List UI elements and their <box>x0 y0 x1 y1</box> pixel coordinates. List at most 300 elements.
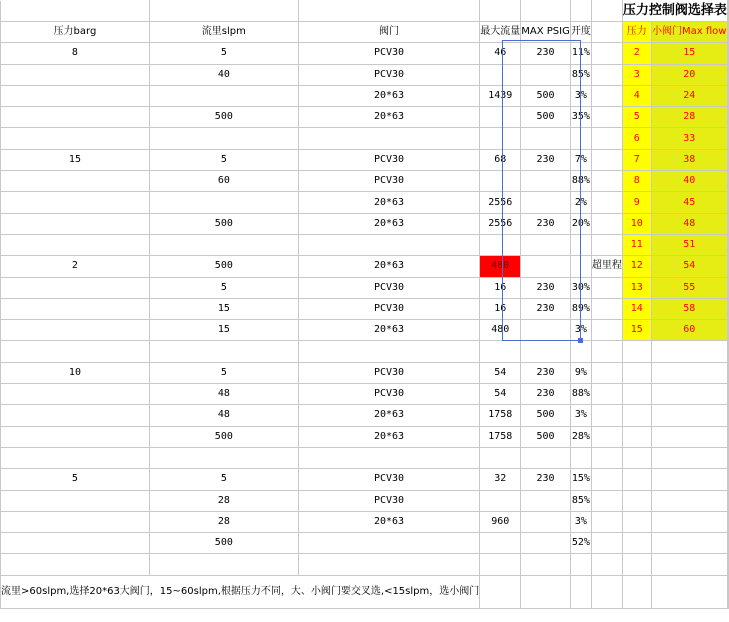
data-cell[interactable]: 20*63 <box>298 256 479 277</box>
cell[interactable] <box>727 384 728 405</box>
cell[interactable] <box>591 277 622 298</box>
data-cell[interactable]: 230 <box>521 362 571 383</box>
data-cell[interactable]: PCV30 <box>298 298 479 319</box>
data-cell[interactable] <box>480 554 521 575</box>
cell[interactable] <box>521 575 571 608</box>
data-cell[interactable] <box>521 234 571 255</box>
cell[interactable] <box>651 341 727 362</box>
cell[interactable] <box>622 447 651 468</box>
side-pressure-cell[interactable]: 3 <box>622 64 651 85</box>
side-maxflow-cell[interactable]: 45 <box>651 192 727 213</box>
cell[interactable] <box>727 128 728 149</box>
column-header[interactable]: 压力barg <box>1 22 150 43</box>
data-cell[interactable]: PCV30 <box>298 277 479 298</box>
sheet-title[interactable]: 压力控制阀选择表 <box>622 1 727 22</box>
data-cell[interactable]: 48 <box>149 384 298 405</box>
data-cell[interactable] <box>570 447 591 468</box>
data-cell[interactable] <box>1 192 150 213</box>
data-cell[interactable]: 230 <box>521 384 571 405</box>
data-cell[interactable]: 68 <box>480 149 521 170</box>
data-cell[interactable] <box>1 85 150 106</box>
data-cell[interactable]: 2556 <box>480 213 521 234</box>
side-maxflow-cell[interactable]: 38 <box>651 149 727 170</box>
data-cell[interactable]: 15 <box>149 320 298 341</box>
table-row <box>1 533 729 554</box>
data-cell[interactable]: 20*63 <box>298 107 479 128</box>
data-cell[interactable] <box>521 490 571 511</box>
data-cell[interactable] <box>1 234 150 255</box>
data-cell[interactable] <box>570 554 591 575</box>
data-cell[interactable] <box>298 128 479 149</box>
data-cell[interactable]: 54 <box>480 362 521 383</box>
data-cell[interactable]: 89% <box>570 298 591 319</box>
data-cell[interactable] <box>149 85 298 106</box>
data-cell[interactable]: 15% <box>570 469 591 490</box>
data-cell[interactable] <box>480 234 521 255</box>
cell[interactable] <box>591 22 622 43</box>
side-maxflow-cell[interactable]: 15 <box>651 43 727 64</box>
data-cell[interactable]: 1758 <box>480 405 521 426</box>
data-cell[interactable]: 230 <box>521 277 571 298</box>
cell[interactable] <box>727 320 728 341</box>
data-cell[interactable]: 15 <box>1 149 150 170</box>
cell[interactable] <box>591 128 622 149</box>
cell[interactable] <box>651 533 727 554</box>
data-cell[interactable]: 35% <box>570 107 591 128</box>
data-cell[interactable]: 20*63 <box>298 405 479 426</box>
side-pressure-cell[interactable]: 2 <box>622 43 651 64</box>
data-cell[interactable] <box>298 447 479 468</box>
side-column-header[interactable]: 小阀门Max flow <box>651 22 727 43</box>
cell[interactable] <box>591 43 622 64</box>
cell[interactable] <box>727 85 728 106</box>
cell[interactable] <box>591 341 622 362</box>
data-cell[interactable]: 230 <box>521 298 571 319</box>
side-pressure-cell[interactable]: 5 <box>622 107 651 128</box>
data-cell[interactable] <box>570 128 591 149</box>
cell[interactable] <box>727 405 728 426</box>
data-cell[interactable] <box>298 341 479 362</box>
cell[interactable] <box>727 298 728 319</box>
column-header[interactable]: 阀门 <box>298 22 479 43</box>
cell[interactable] <box>651 490 727 511</box>
cell[interactable] <box>480 575 521 608</box>
title-row <box>1 1 729 22</box>
data-cell[interactable] <box>480 341 521 362</box>
data-cell[interactable] <box>480 107 521 128</box>
cell[interactable] <box>591 469 622 490</box>
column-header[interactable]: 最大流量 <box>480 22 521 43</box>
data-cell[interactable] <box>1 511 150 532</box>
side-maxflow-cell[interactable]: 55 <box>651 277 727 298</box>
data-cell[interactable]: PCV30 <box>298 64 479 85</box>
cell[interactable] <box>622 469 651 490</box>
data-cell[interactable]: 20*63 <box>298 426 479 447</box>
data-cell[interactable]: 40 <box>149 64 298 85</box>
cell[interactable] <box>622 362 651 383</box>
data-cell[interactable] <box>521 533 571 554</box>
table-row <box>1 511 729 532</box>
table-row <box>1 64 729 85</box>
data-cell[interactable]: 5 <box>149 43 298 64</box>
data-cell[interactable] <box>1 533 150 554</box>
cell[interactable] <box>727 192 728 213</box>
cell[interactable] <box>570 575 591 608</box>
data-cell[interactable]: 480 <box>480 256 521 277</box>
data-cell[interactable] <box>1 64 150 85</box>
data-cell[interactable]: 5 <box>149 277 298 298</box>
data-cell[interactable]: 85% <box>570 490 591 511</box>
data-cell[interactable] <box>521 171 571 192</box>
data-cell[interactable]: 3% <box>570 405 591 426</box>
table-row <box>1 171 729 192</box>
table-row <box>1 43 729 64</box>
side-pressure-cell[interactable]: 8 <box>622 171 651 192</box>
side-maxflow-cell[interactable]: 54 <box>651 256 727 277</box>
data-cell[interactable]: 500 <box>521 405 571 426</box>
data-cell[interactable]: 960 <box>480 511 521 532</box>
cell[interactable] <box>591 192 622 213</box>
cell[interactable] <box>651 384 727 405</box>
data-cell[interactable] <box>149 447 298 468</box>
data-cell[interactable]: 3% <box>570 85 591 106</box>
data-cell[interactable]: 2 <box>1 256 150 277</box>
cell[interactable] <box>727 213 728 234</box>
cell[interactable] <box>591 320 622 341</box>
data-cell[interactable] <box>521 341 571 362</box>
data-cell[interactable]: 52% <box>570 533 591 554</box>
cell[interactable] <box>727 107 728 128</box>
data-cell[interactable] <box>570 234 591 255</box>
side-pressure-cell[interactable]: 10 <box>622 213 651 234</box>
cell[interactable] <box>1 1 150 22</box>
cell[interactable] <box>727 1 728 22</box>
data-cell[interactable]: PCV30 <box>298 171 479 192</box>
side-maxflow-cell[interactable]: 40 <box>651 171 727 192</box>
data-cell[interactable]: 500 <box>149 426 298 447</box>
side-maxflow-cell[interactable]: 28 <box>651 107 727 128</box>
data-cell[interactable]: 46 <box>480 43 521 64</box>
cell[interactable] <box>727 277 728 298</box>
data-cell[interactable] <box>521 554 571 575</box>
data-cell[interactable]: 5 <box>149 469 298 490</box>
data-cell[interactable]: PCV30 <box>298 149 479 170</box>
data-cell[interactable]: 88% <box>570 171 591 192</box>
table-row <box>1 128 729 149</box>
data-cell[interactable]: 20*63 <box>298 192 479 213</box>
table-row <box>1 405 729 426</box>
side-column-header[interactable]: 压力 <box>622 22 651 43</box>
data-cell[interactable]: 48 <box>149 405 298 426</box>
data-cell[interactable] <box>480 490 521 511</box>
cell[interactable] <box>591 575 622 608</box>
table-row <box>1 213 729 234</box>
cell[interactable] <box>591 213 622 234</box>
data-cell[interactable] <box>1 128 150 149</box>
side-maxflow-cell[interactable]: 58 <box>651 298 727 319</box>
cell[interactable] <box>622 341 651 362</box>
side-pressure-cell[interactable]: 14 <box>622 298 651 319</box>
data-cell[interactable]: 32 <box>480 469 521 490</box>
cell[interactable] <box>727 575 728 608</box>
cell[interactable] <box>521 1 571 22</box>
data-cell[interactable]: PCV30 <box>298 362 479 383</box>
table-row <box>1 107 729 128</box>
data-cell[interactable]: 28 <box>149 511 298 532</box>
data-cell[interactable]: PCV30 <box>298 43 479 64</box>
cell[interactable] <box>591 234 622 255</box>
cell[interactable] <box>727 22 728 43</box>
data-cell[interactable]: 60 <box>149 171 298 192</box>
cell[interactable] <box>651 511 727 532</box>
data-cell[interactable] <box>1 447 150 468</box>
data-cell[interactable]: 85% <box>570 64 591 85</box>
data-cell[interactable] <box>298 554 479 575</box>
data-cell[interactable] <box>480 533 521 554</box>
cell[interactable] <box>727 469 728 490</box>
cell[interactable] <box>727 341 728 362</box>
data-cell[interactable] <box>298 234 479 255</box>
data-cell[interactable] <box>1 490 150 511</box>
data-cell[interactable]: 10 <box>1 362 150 383</box>
table-row <box>1 341 729 362</box>
column-header[interactable]: MAX PSIG <box>521 22 571 43</box>
cell[interactable] <box>727 171 728 192</box>
cell[interactable] <box>727 149 728 170</box>
data-cell[interactable] <box>1 171 150 192</box>
data-cell[interactable] <box>1 426 150 447</box>
data-cell[interactable] <box>521 320 571 341</box>
cell[interactable] <box>591 426 622 447</box>
side-pressure-cell[interactable]: 7 <box>622 149 651 170</box>
data-cell[interactable]: PCV30 <box>298 384 479 405</box>
cell[interactable] <box>622 490 651 511</box>
data-cell[interactable]: 88% <box>570 384 591 405</box>
cell[interactable] <box>727 426 728 447</box>
cell[interactable] <box>651 447 727 468</box>
side-maxflow-cell[interactable]: 20 <box>651 64 727 85</box>
cell[interactable] <box>651 469 727 490</box>
data-cell[interactable]: 1439 <box>480 85 521 106</box>
side-pressure-cell[interactable]: 12 <box>622 256 651 277</box>
cell[interactable] <box>622 533 651 554</box>
cell[interactable] <box>651 405 727 426</box>
side-maxflow-cell[interactable]: 60 <box>651 320 727 341</box>
data-cell[interactable]: 20*63 <box>298 213 479 234</box>
cell[interactable] <box>622 405 651 426</box>
side-pressure-cell[interactable]: 11 <box>622 234 651 255</box>
data-cell[interactable]: 3% <box>570 320 591 341</box>
cell[interactable] <box>591 511 622 532</box>
cell[interactable] <box>591 533 622 554</box>
table-row <box>1 554 729 575</box>
cell[interactable] <box>591 149 622 170</box>
side-maxflow-cell[interactable]: 51 <box>651 234 727 255</box>
data-cell[interactable] <box>1 341 150 362</box>
data-cell[interactable]: 7% <box>570 149 591 170</box>
data-cell[interactable]: 5 <box>149 362 298 383</box>
data-cell[interactable]: PCV30 <box>298 490 479 511</box>
data-cell[interactable]: 20*63 <box>298 85 479 106</box>
side-pressure-cell[interactable]: 9 <box>622 192 651 213</box>
data-cell[interactable]: 5 <box>149 149 298 170</box>
cell[interactable] <box>591 405 622 426</box>
data-cell[interactable]: 500 <box>521 85 571 106</box>
data-cell[interactable]: 2% <box>570 192 591 213</box>
side-pressure-cell[interactable]: 13 <box>622 277 651 298</box>
cell[interactable] <box>591 490 622 511</box>
data-cell[interactable] <box>1 320 150 341</box>
data-cell[interactable]: 500 <box>149 213 298 234</box>
side-maxflow-cell[interactable]: 33 <box>651 128 727 149</box>
data-cell[interactable]: 9% <box>570 362 591 383</box>
cell[interactable] <box>622 426 651 447</box>
data-cell[interactable]: 230 <box>521 469 571 490</box>
data-cell[interactable]: 480 <box>480 320 521 341</box>
cell[interactable] <box>651 554 727 575</box>
cell[interactable] <box>727 533 728 554</box>
side-maxflow-cell[interactable]: 48 <box>651 213 727 234</box>
data-cell[interactable]: 54 <box>480 384 521 405</box>
cell[interactable] <box>727 447 728 468</box>
data-cell[interactable] <box>1 405 150 426</box>
data-cell[interactable] <box>149 128 298 149</box>
table-row <box>1 426 729 447</box>
data-cell[interactable]: PCV30 <box>298 469 479 490</box>
cell[interactable] <box>622 554 651 575</box>
cell[interactable] <box>591 384 622 405</box>
data-cell[interactable]: 500 <box>149 107 298 128</box>
cell[interactable] <box>591 107 622 128</box>
data-cell[interactable]: 500 <box>149 256 298 277</box>
data-cell[interactable]: 16 <box>480 298 521 319</box>
data-cell[interactable]: 28 <box>149 490 298 511</box>
cell[interactable] <box>651 426 727 447</box>
table-row <box>1 298 729 319</box>
cell[interactable] <box>591 85 622 106</box>
table-row <box>1 469 729 490</box>
side-pressure-cell[interactable]: 15 <box>622 320 651 341</box>
table-row <box>1 320 729 341</box>
table-row <box>1 234 729 255</box>
cell[interactable] <box>622 384 651 405</box>
data-cell[interactable]: 5 <box>1 469 150 490</box>
cell[interactable] <box>591 64 622 85</box>
table-row <box>1 192 729 213</box>
data-cell[interactable] <box>521 447 571 468</box>
cell[interactable] <box>727 490 728 511</box>
data-cell[interactable] <box>570 341 591 362</box>
data-cell[interactable] <box>521 64 571 85</box>
table-row <box>1 362 729 383</box>
cell[interactable] <box>727 362 728 383</box>
cell[interactable] <box>591 298 622 319</box>
cell[interactable] <box>591 447 622 468</box>
cell[interactable] <box>727 43 728 64</box>
data-cell[interactable]: 16 <box>480 277 521 298</box>
side-maxflow-cell[interactable]: 24 <box>651 85 727 106</box>
data-cell[interactable]: 11% <box>570 43 591 64</box>
data-cell[interactable]: 8 <box>1 43 150 64</box>
data-cell[interactable] <box>149 341 298 362</box>
data-cell[interactable] <box>521 256 571 277</box>
cell[interactable] <box>591 1 622 22</box>
data-cell[interactable] <box>480 171 521 192</box>
data-cell[interactable]: 28% <box>570 426 591 447</box>
data-cell[interactable]: 2556 <box>480 192 521 213</box>
overrange-label[interactable]: 超里程 <box>591 256 622 277</box>
cell[interactable] <box>298 1 479 22</box>
fill-handle[interactable] <box>578 338 583 343</box>
side-pressure-cell[interactable]: 4 <box>622 85 651 106</box>
cell[interactable] <box>591 171 622 192</box>
cell[interactable] <box>480 1 521 22</box>
data-cell[interactable] <box>521 128 571 149</box>
data-cell[interactable] <box>570 256 591 277</box>
data-cell[interactable] <box>521 511 571 532</box>
data-cell[interactable]: 500 <box>149 533 298 554</box>
cell[interactable] <box>622 511 651 532</box>
data-cell[interactable] <box>1 298 150 319</box>
cell[interactable] <box>727 256 728 277</box>
data-cell[interactable] <box>149 554 298 575</box>
side-pressure-cell[interactable]: 6 <box>622 128 651 149</box>
data-cell[interactable] <box>298 533 479 554</box>
cell[interactable] <box>651 575 727 608</box>
data-cell[interactable]: 20*63 <box>298 320 479 341</box>
cell[interactable] <box>591 362 622 383</box>
data-cell[interactable] <box>521 192 571 213</box>
data-cell[interactable] <box>149 192 298 213</box>
data-cell[interactable] <box>480 447 521 468</box>
data-cell[interactable] <box>1 213 150 234</box>
cell[interactable] <box>149 1 298 22</box>
cell[interactable] <box>622 575 651 608</box>
data-cell[interactable]: 230 <box>521 213 571 234</box>
note-text[interactable]: 流里>60slpm,选择20*63大阀门，15~60slpm,根据压力不同，大、小阀门要交叉选,<15slpm，选小阀门 <box>1 575 480 608</box>
data-cell[interactable]: 3% <box>570 511 591 532</box>
data-cell[interactable] <box>480 128 521 149</box>
data-cell[interactable]: 30% <box>570 277 591 298</box>
data-cell[interactable]: 1758 <box>480 426 521 447</box>
table-row <box>1 384 729 405</box>
cell[interactable] <box>570 1 591 22</box>
cell[interactable] <box>727 511 728 532</box>
data-cell[interactable]: 230 <box>521 43 571 64</box>
cell[interactable] <box>727 64 728 85</box>
data-cell[interactable]: 500 <box>521 107 571 128</box>
cell[interactable] <box>727 234 728 255</box>
data-cell[interactable]: 20% <box>570 213 591 234</box>
table-row <box>1 149 729 170</box>
data-cell[interactable] <box>1 554 150 575</box>
data-cell[interactable] <box>149 234 298 255</box>
data-cell[interactable]: 230 <box>521 149 571 170</box>
cell[interactable] <box>651 362 727 383</box>
data-cell[interactable]: 500 <box>521 426 571 447</box>
column-header[interactable]: 开度 <box>570 22 591 43</box>
header-row <box>1 22 729 43</box>
data-cell[interactable] <box>480 64 521 85</box>
data-cell[interactable] <box>1 107 150 128</box>
data-cell[interactable] <box>1 277 150 298</box>
data-cell[interactable]: 20*63 <box>298 511 479 532</box>
column-header[interactable]: 流里slpm <box>149 22 298 43</box>
data-cell[interactable]: 15 <box>149 298 298 319</box>
cell[interactable] <box>591 554 622 575</box>
cell[interactable] <box>727 554 728 575</box>
data-cell[interactable] <box>1 384 150 405</box>
